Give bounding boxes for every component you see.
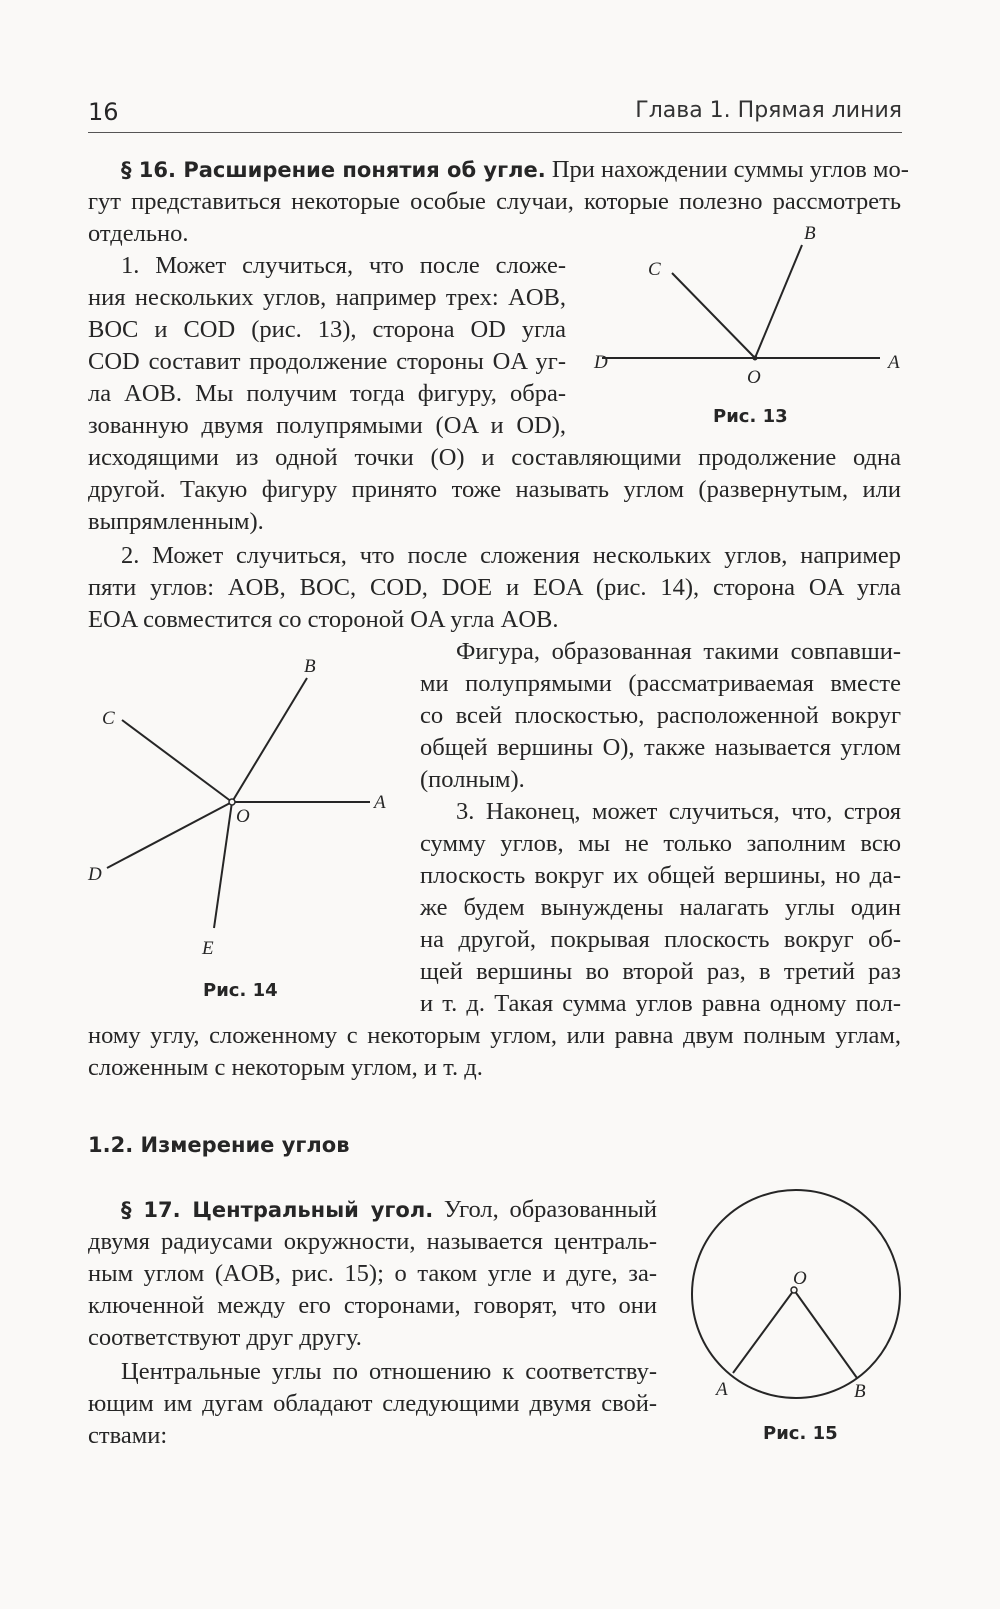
- text-line: другой. Такую фигуру принято тоже называть углом (развернутым, или: [88, 476, 901, 503]
- fig14-label-C: C: [102, 708, 115, 729]
- text-line: Фигура, образованная такими совпавши-: [456, 638, 901, 665]
- text-line: зованную двумя полупрямыми (OA и OD),: [88, 412, 566, 439]
- section-16-heading: § 16. Расширение понятия об угле.: [121, 158, 546, 182]
- text-line: BOC и COD (рис. 13), сторона OD угла: [88, 316, 566, 343]
- section-16-intro: При нахождении суммы углов мо-: [551, 156, 909, 183]
- text-line: 2. Может случиться, что после сложения нескольких углов, например: [121, 542, 901, 569]
- text-line: ми полупрямыми (рассматриваемая вместе: [420, 670, 901, 697]
- header-rule: [88, 132, 902, 133]
- text-line: ключенной между его сторонами, говорят, что они: [88, 1292, 657, 1319]
- fig14-label-A: A: [374, 792, 386, 813]
- text-line: общей вершины O), также называется углом: [420, 734, 901, 761]
- fig13-caption: Рис. 13: [713, 406, 788, 427]
- text-line: пяти углов: AOB, BOC, COD, DOE и EOA (рис. 14), сторона OA угла: [88, 574, 901, 601]
- text-line: соответствуют друг другу.: [88, 1324, 362, 1351]
- section-17-intro: Угол, образованный: [443, 1196, 657, 1223]
- fig13-label-B: B: [804, 223, 816, 244]
- text-line: же будем вынуждены налагать углы один: [420, 894, 901, 921]
- fig15-label-A: A: [716, 1379, 728, 1400]
- subsection-heading: 1.2. Измерение углов: [88, 1133, 350, 1157]
- text-line: исходящими из одной точки (O) и составляющими продолжение одна: [88, 444, 901, 471]
- fig14-label-D: D: [88, 864, 102, 885]
- fig13-label-D: D: [594, 352, 608, 373]
- page-number: 16: [88, 98, 119, 126]
- text-line: COD составит продолжение стороны OA уг-: [88, 348, 566, 375]
- text-line: ствами:: [88, 1422, 168, 1449]
- figure-14: [80, 650, 410, 970]
- text-line: [121, 1194, 657, 1227]
- text-line: сложенным с некоторым углом, и т. д.: [88, 1054, 483, 1081]
- text-line: [121, 154, 909, 187]
- running-title: Глава 1. Прямая линия: [635, 98, 902, 123]
- fig14-label-O: O: [236, 806, 250, 827]
- fig14-label-B: B: [304, 656, 316, 677]
- text-line: ющим им дугам обладают следующими двумя свой-: [88, 1390, 657, 1417]
- text-line: ным углом (AOB, рис. 15); о таком угле и дуге, за-: [88, 1260, 657, 1287]
- text-line: плоскость вокруг их общей вершины, но да-: [420, 862, 901, 889]
- text-line: сумму углов, мы не только заполним всю: [420, 830, 901, 857]
- fig15-caption: Рис. 15: [763, 1423, 838, 1444]
- text-line: со всей плоскостью, расположенной вокруг: [420, 702, 901, 729]
- fig13-label-C: C: [648, 259, 661, 280]
- text-line: EOA совместится со стороной OA угла AOB.: [88, 606, 559, 633]
- text-line: щей вершины во второй раз, в третий раз: [420, 958, 901, 985]
- text-line: гут представиться некоторые особые случаи, которые полезно рассмотреть: [88, 188, 901, 215]
- text-line: 3. Наконец, может случиться, что, строя: [456, 798, 901, 825]
- text-line: отдельно.: [88, 220, 189, 247]
- fig15-label-O: O: [793, 1268, 807, 1289]
- text-line: выпрямленным).: [88, 508, 264, 535]
- text-line: Центральные углы по отношению к соответству-: [121, 1358, 657, 1385]
- text-line: и т. д. Такая сумма углов равна одному пол-: [420, 990, 901, 1017]
- text-line: (полным).: [420, 766, 525, 793]
- text-line: ла AOB. Мы получим тогда фигуру, обра-: [88, 380, 566, 407]
- fig15-label-B: B: [854, 1381, 866, 1402]
- text-line: двумя радиусами окружности, называется централь-: [88, 1228, 657, 1255]
- fig13-label-O: O: [747, 367, 761, 388]
- fig13-label-A: A: [888, 352, 900, 373]
- figure-15: [680, 1180, 920, 1420]
- text-line: на другой, покрывая плоскость вокруг об-: [420, 926, 901, 953]
- text-line: ному углу, сложенному с некоторым углом, или равна двум полным углам,: [88, 1022, 901, 1049]
- fig14-caption: Рис. 14: [203, 980, 278, 1001]
- text-line: ния нескольких углов, например трех: AOB,: [88, 284, 566, 311]
- fig14-label-E: E: [202, 938, 214, 959]
- text-line: 1. Может случиться, что после сложе-: [121, 252, 566, 279]
- section-17-heading: § 17. Центральный угол.: [121, 1198, 434, 1222]
